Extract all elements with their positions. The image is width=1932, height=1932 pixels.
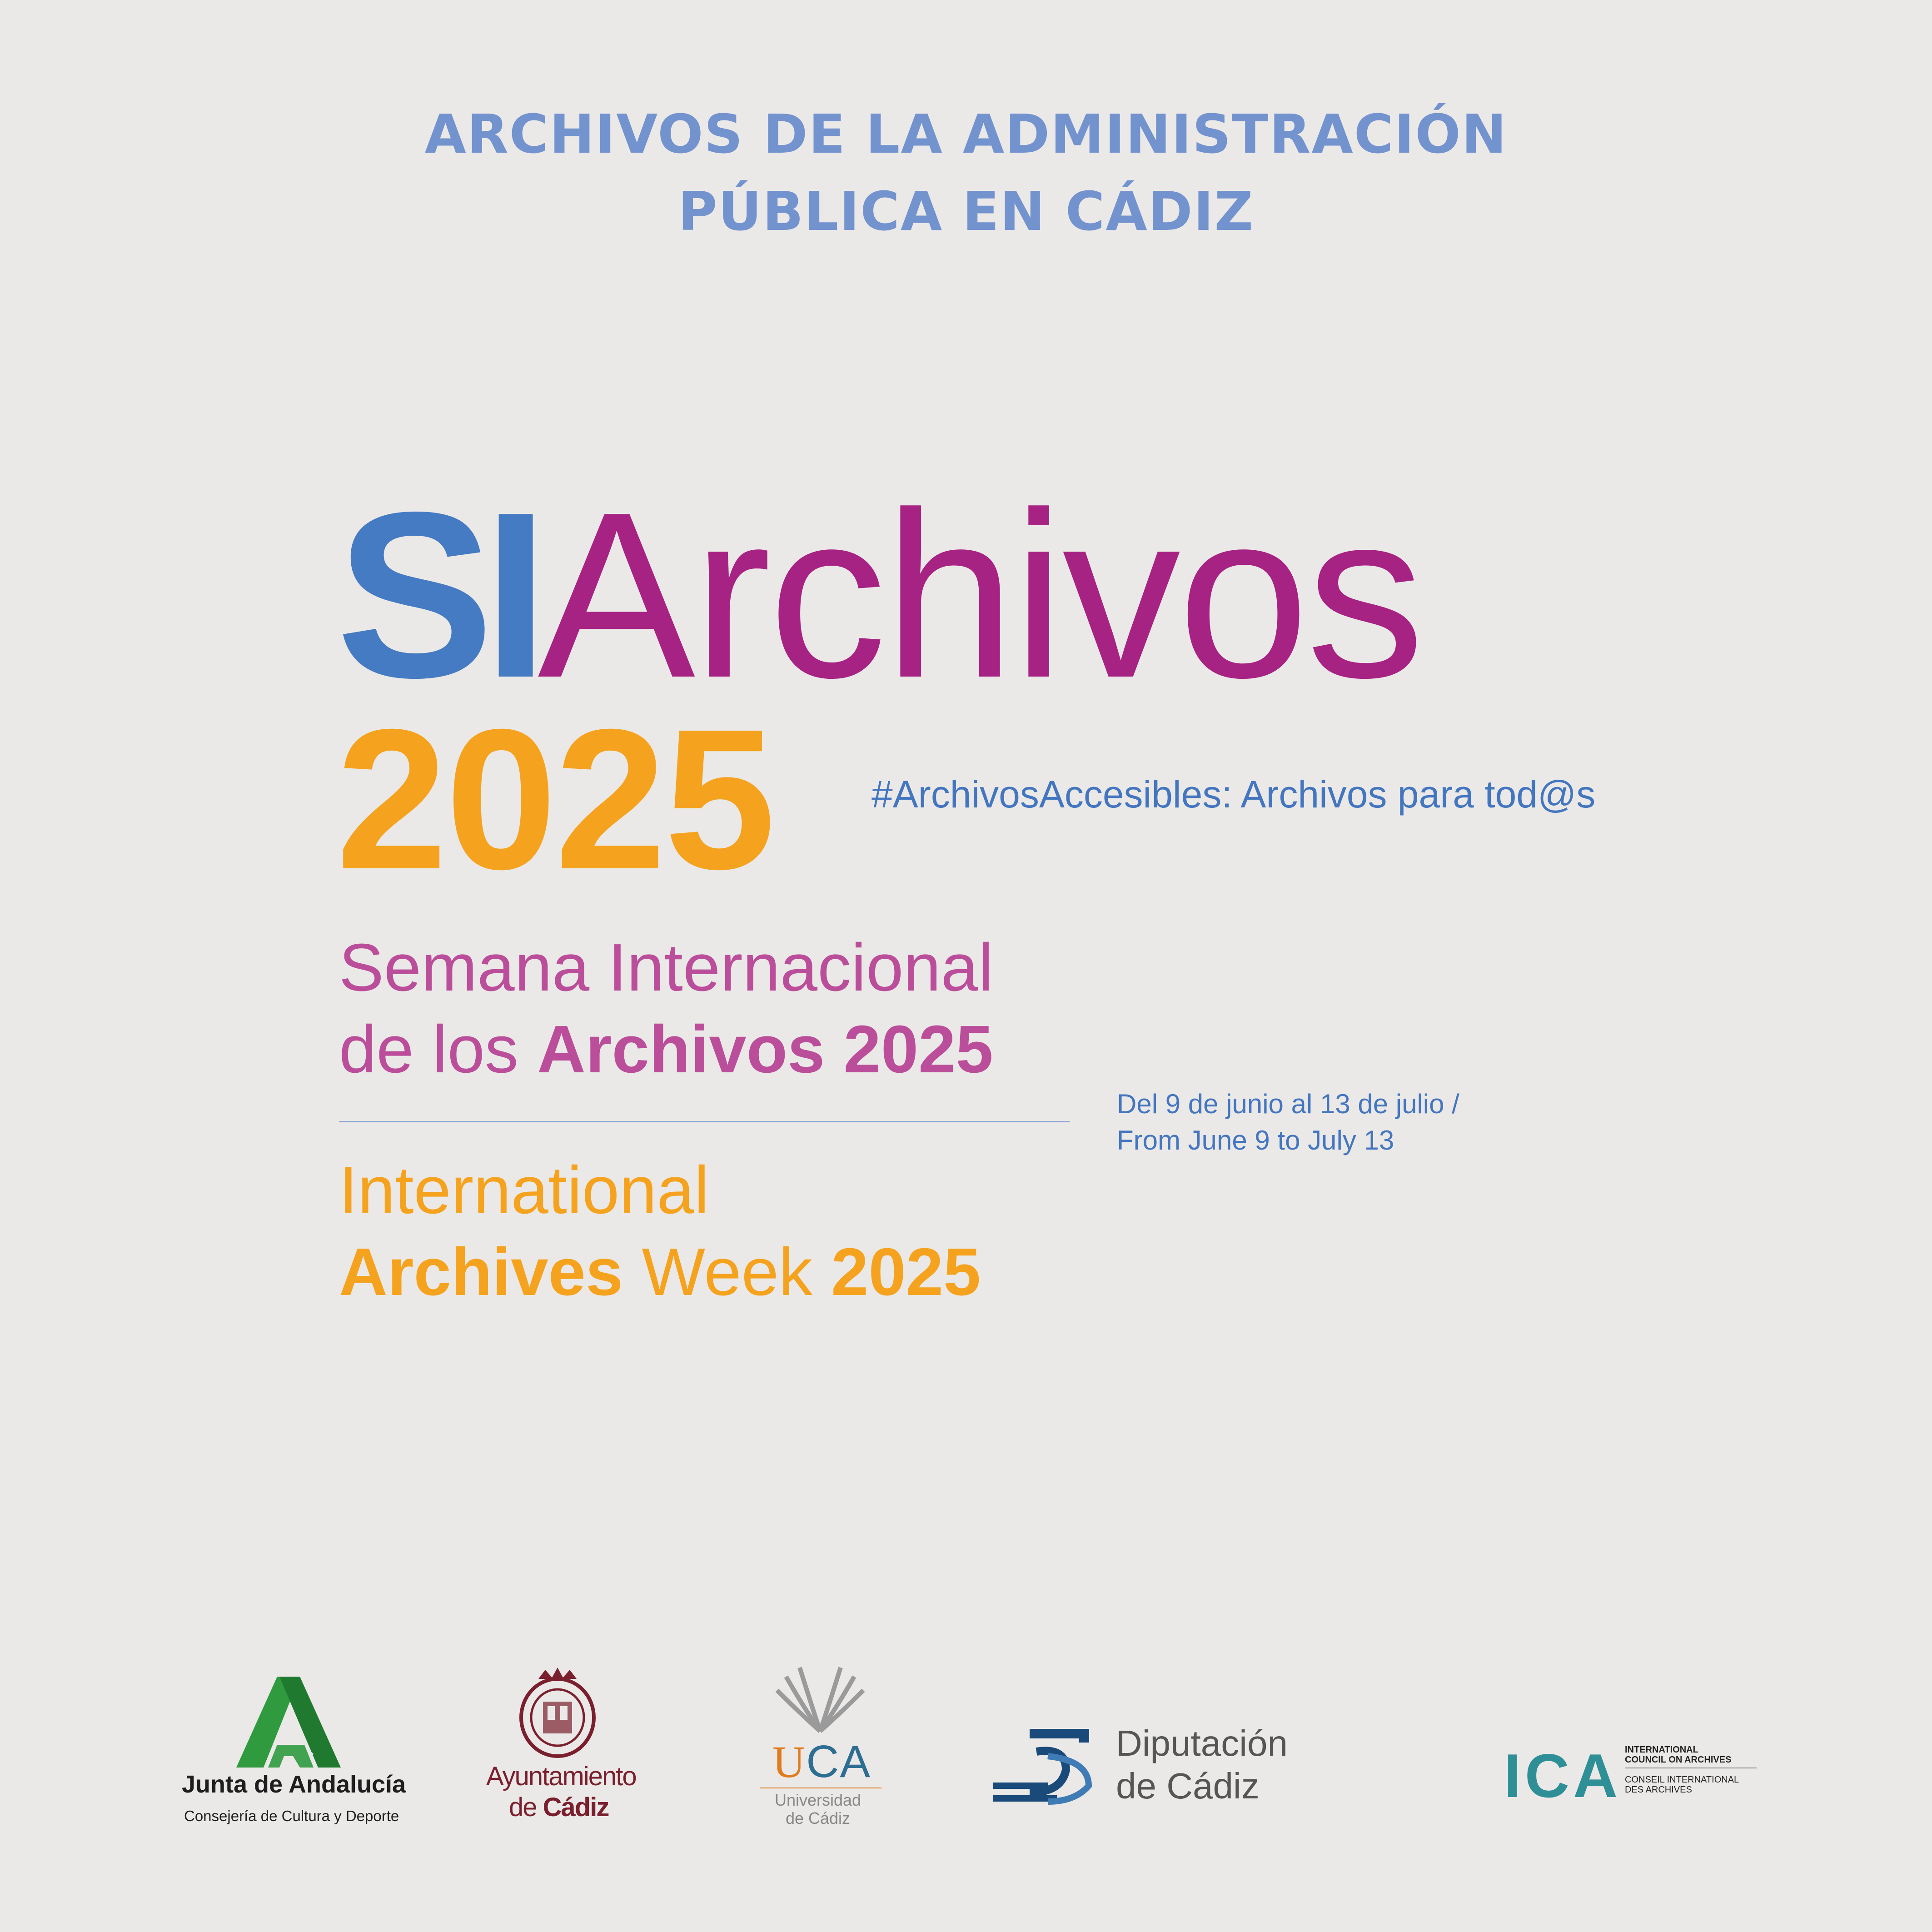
title-archivos: Archivos xyxy=(538,463,1422,727)
uca-wings-icon xyxy=(772,1663,868,1736)
dates-line-2: From June 9 to July 13 xyxy=(1117,1125,1394,1155)
ica-text-french xyxy=(1625,1775,1739,1795)
ica-text-english xyxy=(1625,1745,1731,1765)
uca-sub-1: Universidad xyxy=(774,1791,861,1809)
ayuntamiento-line-2 xyxy=(509,1792,608,1822)
uca-ca: CA xyxy=(806,1736,871,1787)
junta-andalucia-logo xyxy=(236,1677,341,1768)
iaw-mid: Week xyxy=(623,1235,832,1310)
page-header xyxy=(0,95,1932,250)
iaw-line-1: International xyxy=(339,1153,709,1228)
uca-u: U xyxy=(772,1737,807,1787)
semana-line-1: Semana Internacional xyxy=(339,930,993,1005)
uca-sub-2: de Cádiz xyxy=(785,1809,851,1827)
uca-wordmark xyxy=(772,1736,871,1788)
ica-t2a: CONSEIL INTERNATIONAL xyxy=(1625,1775,1739,1785)
ayuntamiento-crest-icon xyxy=(518,1668,598,1758)
diputacion-icon xyxy=(993,1729,1102,1806)
diputacion-line-2: de Cádiz xyxy=(1116,1766,1260,1806)
international-archives-week xyxy=(339,1150,981,1313)
semana-line-2 xyxy=(339,1009,993,1090)
semana-line-2-bold: Archivos 2025 xyxy=(537,1012,993,1087)
header-line-2: PÚBLICA EN CÁDIZ xyxy=(677,180,1255,243)
iaw-line-2 xyxy=(339,1231,981,1313)
iaw-bold-1: Archives xyxy=(339,1235,623,1310)
divider xyxy=(339,1121,1070,1122)
ica-t2b: DES ARCHIVES xyxy=(1625,1785,1692,1795)
ica-wordmark: ICA xyxy=(1504,1741,1622,1810)
title-si: SI xyxy=(336,463,538,727)
ica-t1a: INTERNATIONAL xyxy=(1625,1745,1698,1755)
ayuntamiento-line-1: Ayuntamiento xyxy=(486,1762,636,1791)
iaw-bold-2: 2025 xyxy=(831,1235,981,1310)
title-year: 2025 xyxy=(336,688,774,911)
diputacion-name xyxy=(1116,1722,1288,1808)
hashtag: #ArchivosAccesibles: Archivos para tod@s xyxy=(871,773,1596,816)
semana-internacional xyxy=(339,927,993,1090)
dates-line-1: Del 9 de junio al 13 de julio / xyxy=(1117,1089,1459,1119)
event-title xyxy=(336,463,1422,727)
ayuntamiento-prefix: de xyxy=(509,1793,543,1822)
junta-name: Junta de Andalucía xyxy=(182,1771,406,1798)
diputacion-line-1: Diputación xyxy=(1116,1723,1288,1763)
semana-line-2-prefix: de los xyxy=(339,1012,538,1087)
header-line-1: ARCHIVOS DE LA ADMINISTRACIÓN xyxy=(424,103,1508,165)
event-dates xyxy=(1117,1086,1459,1159)
junta-subtitle: Consejería de Cultura y Deporte xyxy=(184,1808,399,1824)
ica-t1b: COUNCIL ON ARCHIVES xyxy=(1625,1755,1732,1765)
ayuntamiento-bold: Cádiz xyxy=(543,1793,609,1822)
uca-subtitle xyxy=(754,1791,881,1827)
